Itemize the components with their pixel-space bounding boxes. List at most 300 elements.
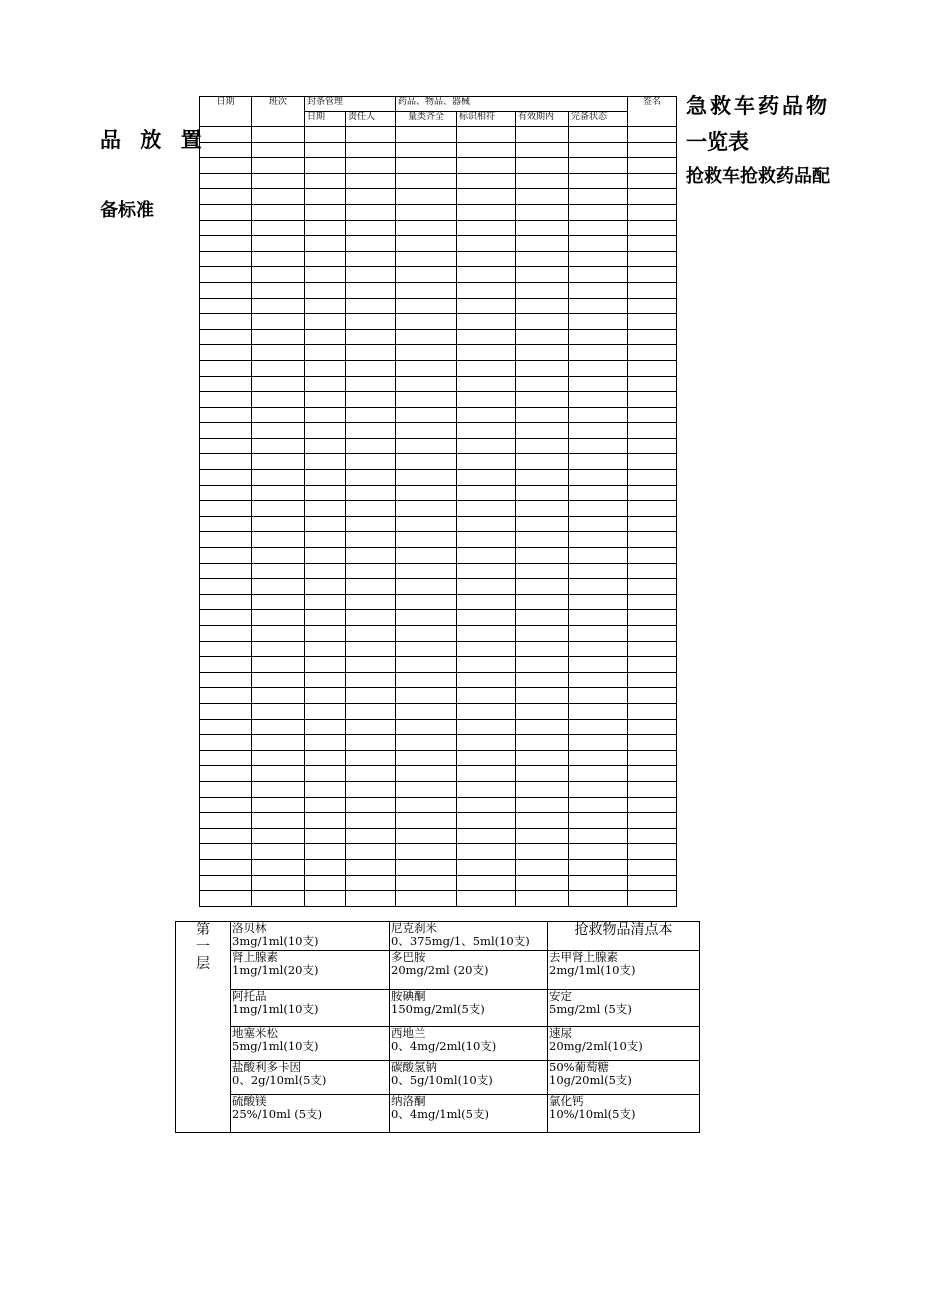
log-cell: [346, 750, 396, 766]
log-cell: [305, 282, 346, 298]
log-cell: [569, 485, 628, 501]
log-cell: [200, 781, 252, 797]
log-cell: [396, 329, 457, 345]
log-cell: [457, 875, 516, 891]
log-cell: [628, 329, 677, 345]
log-cell: [396, 563, 457, 579]
log-cell: [569, 282, 628, 298]
log-cell: [305, 470, 346, 486]
log-cell: [252, 813, 305, 829]
log-row: [200, 407, 677, 423]
log-cell: [457, 532, 516, 548]
log-row: [200, 501, 677, 517]
log-cell: [516, 423, 569, 439]
log-cell: [516, 142, 569, 158]
log-cell: [252, 516, 305, 532]
log-cell: [346, 875, 396, 891]
log-row: [200, 610, 677, 626]
log-cell: [305, 158, 346, 174]
log-cell: [200, 626, 252, 642]
log-cell: [628, 220, 677, 236]
log-cell: [252, 532, 305, 548]
log-cell: [628, 875, 677, 891]
log-cell: [396, 781, 457, 797]
log-cell: [628, 282, 677, 298]
log-cell: [252, 438, 305, 454]
log-cell: [457, 423, 516, 439]
log-cell: [569, 626, 628, 642]
log-cell: [252, 220, 305, 236]
log-cell: [200, 158, 252, 174]
log-cell: [457, 891, 516, 907]
log-cell: [396, 532, 457, 548]
log-cell: [200, 703, 252, 719]
log-row: [200, 392, 677, 408]
drug-cell: [548, 1027, 700, 1061]
log-cell: [396, 438, 457, 454]
log-cell: [457, 376, 516, 392]
log-cell: [305, 345, 346, 361]
log-cell: [569, 719, 628, 735]
log-cell: [252, 423, 305, 439]
log-row: [200, 282, 677, 298]
log-cell: [346, 548, 396, 564]
col-header-label-match: 标识相符: [457, 112, 516, 127]
log-cell: [457, 314, 516, 330]
log-cell: [200, 672, 252, 688]
log-cell: [252, 204, 305, 220]
log-cell: [516, 891, 569, 907]
log-cell: [628, 173, 677, 189]
log-cell: [200, 875, 252, 891]
log-cell: [569, 158, 628, 174]
log-cell: [346, 672, 396, 688]
log-cell: [516, 610, 569, 626]
log-cell: [305, 610, 346, 626]
log-cell: [200, 719, 252, 735]
log-cell: [628, 750, 677, 766]
log-cell: [457, 158, 516, 174]
log-cell: [396, 267, 457, 283]
log-row: [200, 345, 677, 361]
log-row: [200, 641, 677, 657]
drug-name: 硫酸镁: [232, 1094, 267, 1108]
log-cell: [346, 407, 396, 423]
log-cell: [305, 454, 346, 470]
log-cell: [457, 766, 516, 782]
log-cell: [516, 735, 569, 751]
log-cell: [457, 703, 516, 719]
log-cell: [346, 610, 396, 626]
log-cell: [569, 251, 628, 267]
log-cell: [628, 828, 677, 844]
log-cell: [200, 501, 252, 517]
log-cell: [396, 376, 457, 392]
log-cell: [305, 532, 346, 548]
log-cell: [396, 516, 457, 532]
log-row: [200, 454, 677, 470]
log-cell: [305, 189, 346, 205]
drug-row: [176, 990, 700, 1027]
log-cell: [305, 407, 346, 423]
log-cell: [628, 703, 677, 719]
log-cell: [200, 485, 252, 501]
log-row: [200, 532, 677, 548]
log-row: [200, 719, 677, 735]
log-cell: [200, 345, 252, 361]
log-cell: [628, 548, 677, 564]
log-cell: [457, 719, 516, 735]
log-cell: [569, 579, 628, 595]
log-cell: [569, 329, 628, 345]
log-cell: [346, 657, 396, 673]
log-cell: [516, 688, 569, 704]
log-cell: [252, 891, 305, 907]
log-cell: [396, 204, 457, 220]
log-cell: [569, 407, 628, 423]
log-row: [200, 859, 677, 875]
log-cell: [252, 267, 305, 283]
log-cell: [252, 329, 305, 345]
log-cell: [305, 173, 346, 189]
log-row: [200, 703, 677, 719]
log-row: [200, 750, 677, 766]
log-cell: [252, 797, 305, 813]
log-cell: [516, 282, 569, 298]
log-cell: [305, 392, 346, 408]
col-header-quantity: 量类齐全: [396, 112, 457, 127]
log-cell: [396, 142, 457, 158]
log-cell: [516, 267, 569, 283]
log-cell: [346, 142, 396, 158]
log-row: [200, 891, 677, 907]
log-cell: [569, 532, 628, 548]
log-cell: [305, 267, 346, 283]
log-cell: [346, 516, 396, 532]
log-cell: [569, 797, 628, 813]
log-cell: [346, 423, 396, 439]
log-cell: [457, 626, 516, 642]
log-cell: [457, 251, 516, 267]
log-cell: [516, 454, 569, 470]
drug-name: 胺碘酮: [391, 989, 426, 1003]
log-cell: [516, 236, 569, 252]
log-cell: [396, 189, 457, 205]
drug-cell: [231, 990, 390, 1027]
log-cell: [252, 282, 305, 298]
drug-row: [176, 951, 700, 990]
log-cell: [569, 516, 628, 532]
log-cell: [396, 485, 457, 501]
log-cell: [305, 127, 346, 143]
log-cell: [569, 345, 628, 361]
log-cell: [628, 672, 677, 688]
drug-spec: 20mg/2ml (20支): [391, 963, 489, 977]
log-cell: [305, 329, 346, 345]
log-cell: [516, 750, 569, 766]
log-cell: [457, 516, 516, 532]
log-cell: [252, 189, 305, 205]
log-cell: [346, 859, 396, 875]
log-cell: [628, 470, 677, 486]
log-cell: [396, 735, 457, 751]
log-cell: [346, 626, 396, 642]
log-cell: [346, 844, 396, 860]
log-cell: [516, 548, 569, 564]
log-cell: [252, 173, 305, 189]
log-cell: [569, 563, 628, 579]
log-cell: [346, 688, 396, 704]
log-cell: [628, 392, 677, 408]
log-row: [200, 626, 677, 642]
log-cell: [628, 844, 677, 860]
log-cell: [346, 236, 396, 252]
log-cell: [396, 454, 457, 470]
log-cell: [346, 360, 396, 376]
log-cell: [396, 220, 457, 236]
log-cell: [457, 548, 516, 564]
log-cell: [200, 844, 252, 860]
log-cell: [396, 360, 457, 376]
log-cell: [457, 438, 516, 454]
log-cell: [305, 828, 346, 844]
drug-cell: [548, 990, 700, 1027]
log-cell: [569, 173, 628, 189]
log-cell: [346, 267, 396, 283]
log-cell: [516, 828, 569, 844]
log-cell: [252, 766, 305, 782]
log-cell: [516, 376, 569, 392]
drug-cell: [231, 951, 390, 990]
emergency-drug-table: [175, 921, 700, 1133]
log-cell: [457, 657, 516, 673]
log-cell: [346, 220, 396, 236]
log-cell: [200, 688, 252, 704]
log-cell: [252, 672, 305, 688]
log-row: [200, 204, 677, 220]
drug-cell: [390, 922, 548, 951]
log-cell: [628, 719, 677, 735]
log-cell: [457, 859, 516, 875]
log-cell: [569, 875, 628, 891]
log-cell: [457, 470, 516, 486]
log-cell: [252, 407, 305, 423]
col-header-validity: 有效期内: [516, 112, 569, 127]
log-cell: [200, 376, 252, 392]
drug-spec: 0、4mg/1ml(5支): [391, 1107, 489, 1121]
log-cell: [252, 859, 305, 875]
log-cell: [628, 579, 677, 595]
log-cell: [346, 813, 396, 829]
log-row: [200, 828, 677, 844]
right-title-line-2: 一览表: [686, 130, 749, 154]
log-cell: [396, 314, 457, 330]
header-row-top: [200, 97, 677, 112]
log-row: [200, 173, 677, 189]
log-cell: [200, 859, 252, 875]
log-row: [200, 189, 677, 205]
log-cell: [569, 672, 628, 688]
log-row: [200, 579, 677, 595]
log-cell: [200, 438, 252, 454]
log-cell: [305, 688, 346, 704]
log-cell: [346, 251, 396, 267]
log-row: [200, 251, 677, 267]
log-cell: [516, 641, 569, 657]
log-cell: [305, 657, 346, 673]
log-cell: [457, 750, 516, 766]
log-cell: [396, 657, 457, 673]
log-cell: [346, 766, 396, 782]
log-cell: [569, 438, 628, 454]
log-cell: [305, 236, 346, 252]
log-row: [200, 158, 677, 174]
log-cell: [396, 173, 457, 189]
log-row: [200, 142, 677, 158]
col-header-signature: 签名: [628, 97, 677, 127]
log-cell: [396, 345, 457, 361]
log-cell: [628, 407, 677, 423]
log-cell: [346, 314, 396, 330]
log-cell: [200, 329, 252, 345]
log-cell: [628, 563, 677, 579]
log-cell: [628, 204, 677, 220]
log-cell: [346, 532, 396, 548]
log-cell: [305, 703, 346, 719]
log-cell: [252, 360, 305, 376]
log-cell: [457, 189, 516, 205]
log-cell: [628, 267, 677, 283]
log-cell: [457, 392, 516, 408]
log-cell: [396, 719, 457, 735]
log-cell: [628, 360, 677, 376]
drug-name: 洛贝林: [232, 921, 267, 935]
log-cell: [396, 813, 457, 829]
log-cell: [200, 891, 252, 907]
log-cell: [200, 516, 252, 532]
log-cell: [346, 345, 396, 361]
log-cell: [252, 610, 305, 626]
log-cell: [628, 610, 677, 626]
log-cell: [457, 454, 516, 470]
log-cell: [305, 142, 346, 158]
drug-cell: [548, 1095, 700, 1133]
log-cell: [569, 610, 628, 626]
log-row: [200, 548, 677, 564]
log-cell: [305, 641, 346, 657]
log-cell: [200, 314, 252, 330]
log-cell: [457, 844, 516, 860]
log-row: [200, 875, 677, 891]
log-cell: [346, 781, 396, 797]
log-cell: [396, 641, 457, 657]
log-cell: [200, 298, 252, 314]
log-cell: [569, 501, 628, 517]
log-cell: [516, 438, 569, 454]
log-cell: [396, 282, 457, 298]
log-cell: [346, 828, 396, 844]
log-cell: [516, 407, 569, 423]
log-cell: [569, 220, 628, 236]
log-cell: [569, 828, 628, 844]
log-cell: [200, 579, 252, 595]
log-cell: [516, 875, 569, 891]
log-cell: [628, 657, 677, 673]
log-cell: [396, 158, 457, 174]
log-cell: [516, 719, 569, 735]
log-cell: [305, 797, 346, 813]
log-cell: [346, 891, 396, 907]
log-cell: [346, 641, 396, 657]
log-cell: [396, 797, 457, 813]
log-cell: [628, 376, 677, 392]
log-cell: [200, 360, 252, 376]
layer-char: 第: [196, 922, 210, 938]
log-cell: [252, 251, 305, 267]
log-cell: [252, 392, 305, 408]
log-cell: [569, 641, 628, 657]
log-row: [200, 797, 677, 813]
drug-row: [176, 1095, 700, 1133]
log-cell: [252, 828, 305, 844]
log-cell: [252, 626, 305, 642]
log-cell: [516, 501, 569, 517]
log-cell: [628, 688, 677, 704]
log-cell: [200, 127, 252, 143]
log-cell: [346, 329, 396, 345]
drug-spec: 20mg/2ml(10支): [549, 1039, 643, 1053]
log-cell: [628, 142, 677, 158]
log-cell: [252, 703, 305, 719]
log-cell: [252, 127, 305, 143]
log-cell: [396, 703, 457, 719]
log-cell: [516, 813, 569, 829]
drug-spec: 1mg/1ml(10支): [232, 1002, 319, 1016]
log-row: [200, 360, 677, 376]
log-cell: [516, 470, 569, 486]
log-cell: [516, 345, 569, 361]
log-cell: [305, 360, 346, 376]
drug-cell: [548, 951, 700, 990]
left-title-line-2: 备标准: [100, 200, 154, 221]
log-cell: [516, 251, 569, 267]
drug-name: 多巴胺: [391, 950, 426, 964]
log-cell: [346, 173, 396, 189]
log-cell: [628, 641, 677, 657]
log-cell: [200, 594, 252, 610]
log-cell: [396, 501, 457, 517]
log-row: [200, 735, 677, 751]
col-header-seal-date: 日期: [305, 112, 346, 127]
log-cell: [457, 267, 516, 283]
drug-name: 盐酸利多卡因: [232, 1060, 301, 1074]
log-cell: [200, 173, 252, 189]
log-cell: [200, 797, 252, 813]
log-cell: [305, 485, 346, 501]
log-cell: [200, 204, 252, 220]
log-cell: [252, 735, 305, 751]
log-cell: [305, 735, 346, 751]
log-cell: [396, 548, 457, 564]
log-cell: [569, 360, 628, 376]
log-row: [200, 127, 677, 143]
log-cell: [457, 173, 516, 189]
log-cell: [516, 703, 569, 719]
log-cell: [305, 298, 346, 314]
log-cell: [305, 563, 346, 579]
log-cell: [346, 438, 396, 454]
log-cell: [457, 329, 516, 345]
